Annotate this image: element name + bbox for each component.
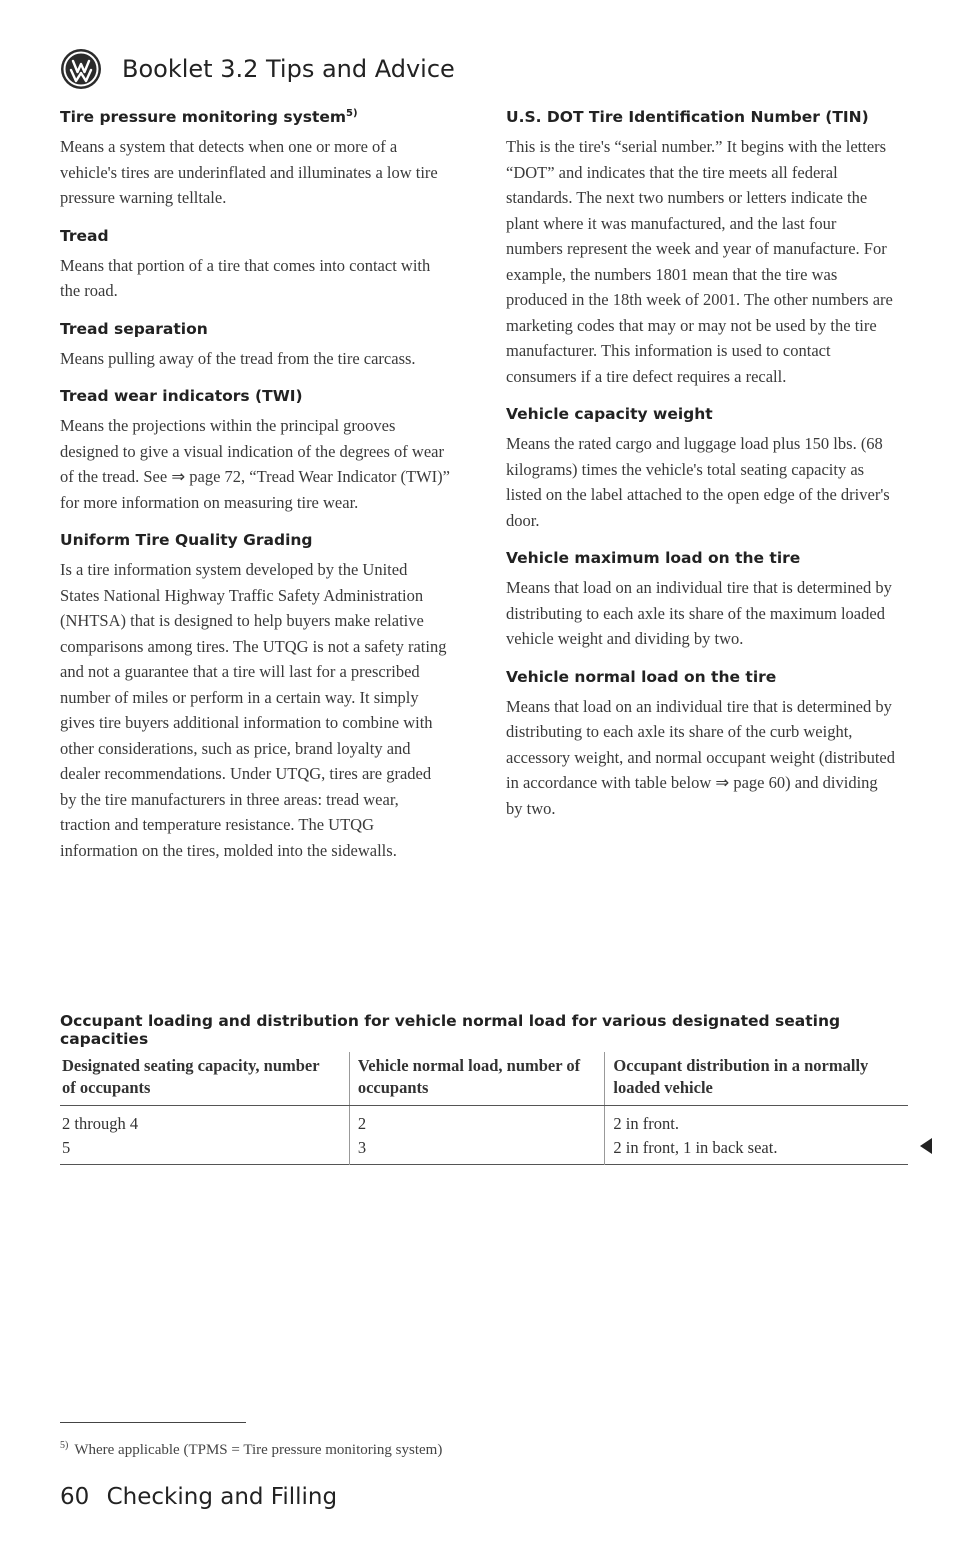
entry-body: Means the projections within the principal grooves designed to give a visual indication of the degrees of wear of the tread. See ⇒ page 72, “Tread Wear Indicator (TWI)” for more information on measuring tire wear. — [60, 416, 450, 512]
footnote-text: Where applicable (TPMS = Tire pressure monitoring system) — [74, 1442, 443, 1458]
seating-capacity-value: 2 through 4 — [62, 1114, 139, 1133]
right-column — [506, 108, 896, 837]
definition-entry — [506, 668, 896, 822]
definition-entry — [60, 387, 450, 515]
entry-heading: Tread separation — [60, 319, 208, 338]
entry-heading: Vehicle normal load on the tire — [506, 667, 777, 686]
entry-body: Is a tire information system developed by the United States National Highway Traffic Safety Administration (NHTSA) that is designed to help buyers make relative comparisons among tires. The UTQG is not a safety rating and not a guarantee that a tire will last for a prescribed number of miles or perform in a certain way. It simply gives tire buyers additional information to combine with other considerations, such as price, brand loyalty and dealer recommendations. Under UTQG, tires are graded by the tire manufacturers in three areas: tread wear, traction and temperature resistance. The UTQG information on the tires, molded into the sidewalls. — [60, 560, 447, 860]
table-cell — [349, 1106, 605, 1165]
vw-logo-icon — [60, 48, 102, 90]
booklet-title: Booklet 3.2 Tips and Advice — [122, 55, 455, 83]
definition-entry — [60, 320, 450, 372]
entry-body: Means that load on an individual tire that is determined by distributing to each axle its share of the curb weight, accessory weight, and normal occupant weight (distributed in accordance with table below ⇒ page 60) and dividing by two. — [506, 696, 896, 818]
normal-load-value: 3 — [357, 1138, 367, 1157]
table-header-row — [60, 1052, 908, 1106]
distribution-value: 2 in front, 1 in back seat. — [613, 1138, 778, 1157]
table-header-cell: Designated seating capacity, number of occupants — [60, 1052, 349, 1106]
definition-entry — [506, 108, 896, 389]
entry-heading: Tread wear indicators (TWI) — [60, 387, 303, 406]
footnote-ref: 5) — [346, 108, 358, 119]
entry-heading: Tread — [60, 226, 109, 245]
page-footer — [60, 1484, 337, 1510]
footnote — [60, 1440, 442, 1459]
normal-load-value: 2 — [357, 1114, 367, 1133]
table-cell — [60, 1106, 349, 1165]
table-cell — [605, 1106, 908, 1165]
entry-body: Means the rated cargo and luggage load plus 150 lbs. (68 kilograms) times the vehicle's total seating capacity as listed on the label attached to the open edge of the driver's door. — [506, 434, 890, 530]
table-header-cell: Vehicle normal load, number of occupants — [349, 1052, 605, 1106]
occupant-distribution-table — [60, 1052, 908, 1165]
entry-body: Means pulling away of the tread from the tire carcass. — [60, 348, 416, 368]
definition-entry — [60, 227, 450, 304]
distribution-value: 2 in front. — [613, 1114, 679, 1133]
section-end-arrow-icon — [920, 1138, 932, 1154]
entry-body: Means that portion of a tire that comes into contact with the road. — [60, 255, 431, 301]
table-row — [60, 1106, 908, 1165]
definition-entry — [60, 531, 450, 863]
entry-heading: Vehicle capacity weight — [506, 405, 713, 423]
entry-body: Means that load on an individual tire that is determined by distributing to each axle its share of the maximum loaded vehicle weight and dividing by two. — [506, 578, 892, 648]
entry-body: This is the tire's “serial number.” It begins with the letters “DOT” and indicates that the tire meets all federal standards. The next two numbers or letters indicate the plant where it was manufactured, and the last four numbers represent the week and year of manufacture. For example, the numbers 1801 mean that the tire was produced in the 18th week of 2001. The other numbers are marketing codes that may or may not be used by the tire manufacturer. This information is used to contact consumers if a tire defect requires a recall. — [506, 137, 893, 386]
table-title: Occupant loading and distribution for vehicle normal load for various designated seating capacities — [60, 1012, 841, 1048]
left-column — [60, 108, 450, 879]
definition-entry — [506, 549, 896, 652]
entry-heading: Uniform Tire Quality Grading — [60, 531, 313, 550]
entry-heading: U.S. DOT Tire Identification Number (TIN) — [506, 108, 869, 126]
entry-heading: Tire pressure monitoring system$^{5)}$ — [60, 108, 358, 127]
entry-heading: Vehicle maximum load on the tire — [506, 549, 801, 567]
entry-body: Means a system that detects when one or more of a vehicle's tires are underinflated and illuminates a low tire pressure warning telltale. — [60, 137, 438, 208]
section-title: Checking and Filling — [106, 1484, 338, 1510]
definition-entry — [60, 108, 450, 211]
footnote-divider — [60, 1422, 246, 1423]
page-header — [60, 48, 455, 90]
page-number: 60 — [60, 1484, 90, 1510]
seating-capacity-value: 5 — [62, 1138, 71, 1157]
table-header-cell: Occupant distribution in a normally loaded vehicle — [605, 1052, 908, 1106]
definition-entry — [506, 405, 896, 533]
footnote-mark: 5) — [60, 1440, 69, 1451]
